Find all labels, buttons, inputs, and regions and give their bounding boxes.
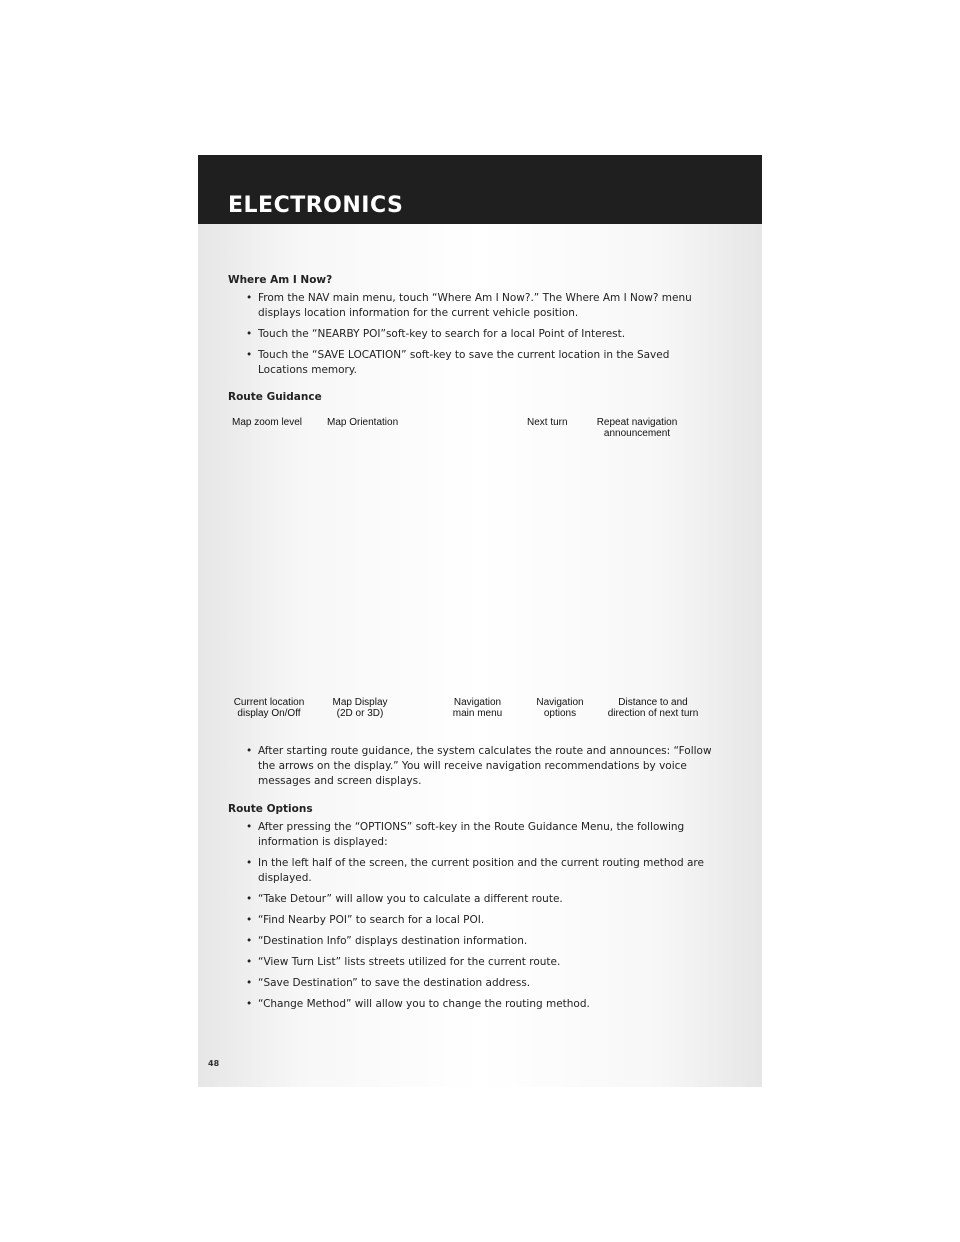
- route-guidance-list: [246, 744, 716, 795]
- where-am-i-list: [246, 291, 716, 384]
- route-options-list: [246, 820, 716, 1018]
- callout-map-zoom-level: Map zoom level: [232, 417, 303, 428]
- list-item: • After pressing the “OPTIONS” soft-key in the Route Guidance Menu, the following information is displayed:: [246, 820, 716, 850]
- callout-map-display: Map Display (2D or 3D): [332, 697, 388, 719]
- heading-where-am-i: Where Am I Now?: [228, 274, 333, 286]
- list-item: • Touch the “NEARBY POI”soft-key to search for a local Point of Interest.: [246, 327, 716, 342]
- list-item: • “Change Method” will allow you to change the routing method.: [246, 997, 716, 1012]
- callout-repeat-navigation: Repeat navigation announcement: [596, 417, 678, 439]
- page-title: ELECTRONICS: [228, 193, 404, 218]
- manual-page: [198, 155, 762, 1087]
- callout-map-orientation: Map Orientation: [327, 417, 399, 428]
- list-item: • In the left half of the screen, the current position and the current routing method are displayed.: [246, 856, 716, 886]
- header-bar: [198, 155, 762, 224]
- list-item: • After starting route guidance, the system calculates the route and announces: “Follow the arrows on the display.” You will receive navigation recommendations by voice messages and screen displays.: [246, 744, 716, 789]
- heading-route-options: Route Options: [228, 803, 313, 815]
- callout-next-turn: Next turn: [527, 417, 568, 428]
- page-number: 48: [208, 1059, 220, 1068]
- list-item: • “Destination Info” displays destination information.: [246, 934, 716, 949]
- list-item: • From the NAV main menu, touch “Where Am I Now?.” The Where Am I Now? menu displays location information for the current vehicle position.: [246, 291, 716, 321]
- callout-distance-next-turn: Distance to and direction of next turn: [607, 697, 699, 719]
- route-guidance-diagram: [226, 415, 736, 727]
- list-item: • “Find Nearby POI” to search for a local POI.: [246, 913, 716, 928]
- callout-navigation-options: Navigation options: [536, 697, 584, 719]
- callout-navigation-main-menu: Navigation main menu: [452, 697, 503, 719]
- nav-screen-image: [226, 445, 736, 680]
- list-item: • “Save Destination” to save the destination address.: [246, 976, 716, 991]
- list-item: • “Take Detour” will allow you to calculate a different route.: [246, 892, 716, 907]
- heading-route-guidance: Route Guidance: [228, 391, 322, 403]
- list-item: • Touch the “SAVE LOCATION” soft-key to save the current location in the Saved Locations memory.: [246, 348, 716, 378]
- callout-current-location: Current location display On/Off: [233, 697, 305, 719]
- list-item: • “View Turn List” lists streets utilized for the current route.: [246, 955, 716, 970]
